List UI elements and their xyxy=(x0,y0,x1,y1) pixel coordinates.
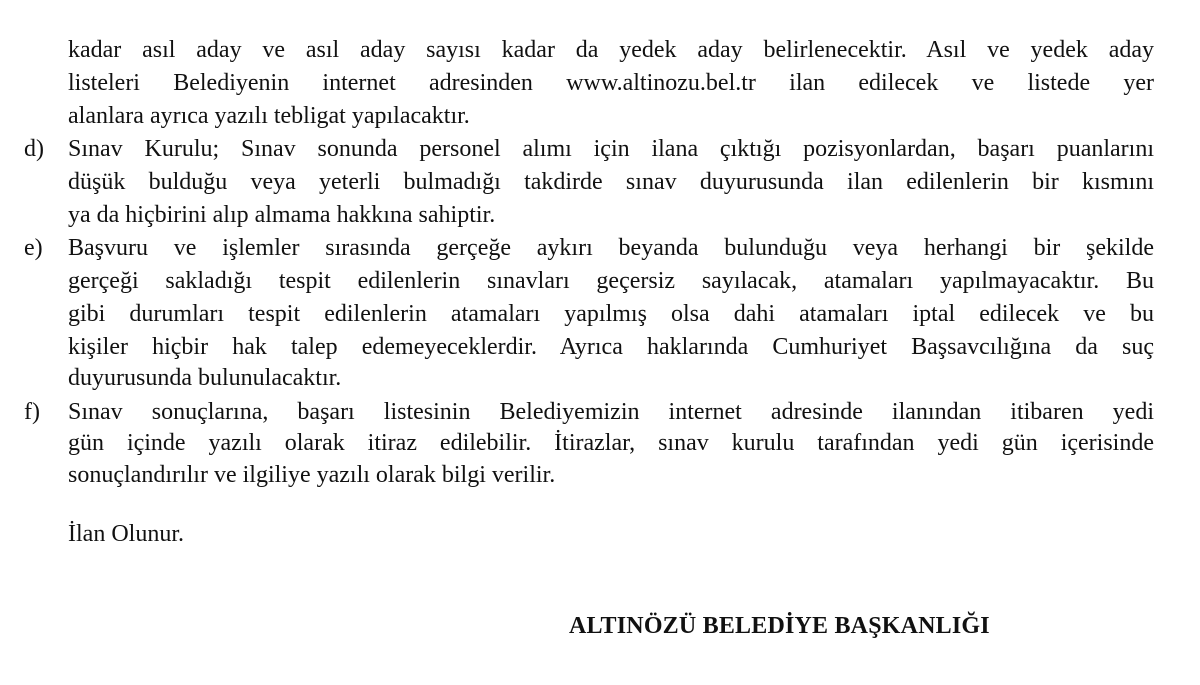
list-marker-e: e) xyxy=(24,235,43,261)
closing-line: İlan Olunur. xyxy=(68,521,184,547)
list-marker-f: f) xyxy=(24,399,40,425)
paragraph-line: ya da hiçbirini alıp almama hakkına sahiptir. xyxy=(68,202,496,228)
paragraph-line: gibi durumları tespit edilenlerin atamaları yapılmış olsa dahi atamaları iptal edilecek ve bu xyxy=(68,301,1154,327)
paragraph-line: kadar asıl aday ve asıl aday sayısı kadar da yedek aday belirlenecektir. Asıl ve yedek aday xyxy=(68,37,1154,63)
paragraph-line: Sınav sonuçlarına, başarı listesinin Belediyemizin internet adresinde ilanından itibaren yedi xyxy=(68,399,1154,425)
paragraph-line: Sınav Kurulu; Sınav sonunda personel alımı için ilana çıktığı pozisyonlardan, başarı puanlarını xyxy=(68,136,1154,162)
paragraph-line: duyurusunda bulunulacaktır. xyxy=(68,365,342,391)
signature-title: ALTINÖZÜ BELEDİYE BAŞKANLIĞI xyxy=(569,613,990,639)
paragraph-line: Başvuru ve işlemler sırasında gerçeğe aykırı beyanda bulunduğu veya herhangi bir şekilde xyxy=(68,235,1154,261)
list-marker-d: d) xyxy=(24,136,44,162)
paragraph-line: kişiler hiçbir hak talep edemeyeceklerdir. Ayrıca haklarında Cumhuriyet Başsavcılığına da suç xyxy=(68,334,1154,360)
paragraph-line: gerçeği sakladığı tespit edilenlerin sınavları geçersiz sayılacak, atamaları yapılmayacaktır. Bu xyxy=(68,268,1154,294)
paragraph-line: listeleri Belediyenin internet adresinden www.altinozu.bel.tr ilan edilecek ve listede yer xyxy=(68,70,1154,96)
paragraph-line: sonuçlandırılır ve ilgiliye yazılı olarak bilgi verilir. xyxy=(68,462,556,488)
paragraph-line: alanlara ayrıca yazılı tebligat yapılacaktır. xyxy=(68,103,470,129)
paragraph-line: düşük bulduğu veya yeterli bulmadığı takdirde sınav duyurusunda ilan edilenlerin bir kısmını xyxy=(68,169,1154,195)
paragraph-line: gün içinde yazılı olarak itiraz edilebilir. İtirazlar, sınav kurulu tarafından yedi gün içerisinde xyxy=(68,430,1154,456)
